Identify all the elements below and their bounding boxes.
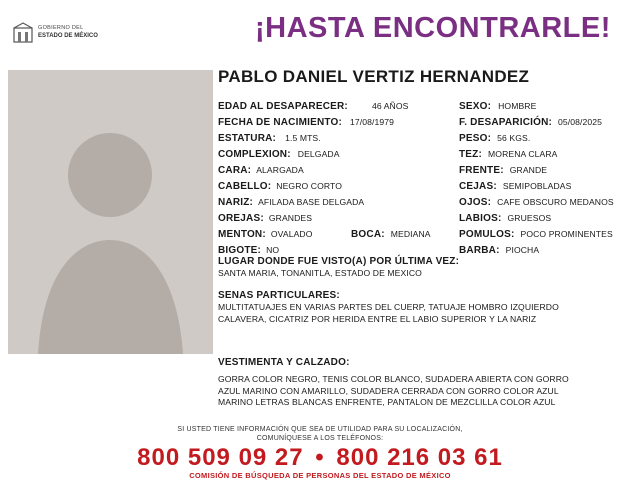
phone-numbers [0,444,640,472]
contact-note [0,425,640,443]
field-value: NO [266,245,280,255]
clothing-title: VESTIMENTA Y CALZADO: [218,357,350,368]
logo-line-1: GOBIERNO DEL [38,25,84,31]
clothing-text [218,374,569,409]
state-seal-icon [12,22,34,44]
headline: ¡HASTA ENCONTRARLE! [255,12,611,44]
field-label: OJOS: [459,197,492,208]
field-value: MORENA CLARA [488,149,558,159]
field-value: GRANDES [268,213,313,223]
field-value: MEDIANA [390,229,431,239]
field-label: BARBA: [459,245,500,256]
field-label: PESO: [459,133,492,144]
clothing-line: GORRA COLOR NEGRO, TENIS COLOR BLANCO, SUDADERA ABIERTA CON GORRO [218,374,569,384]
field-label: TEZ: [459,149,483,160]
field-label: SEXO: [459,101,492,112]
field-label: CABELLO: [218,181,272,192]
field-label: FECHA DE NACIMIENTO: [218,117,342,128]
person-name: PABLO DANIEL VERTIZ HERNANDEZ [218,67,530,86]
logo-line-2: ESTADO DE MÉXICO [38,33,98,39]
field-value: 1.5 MTS. [285,133,321,143]
field-value: PIOCHA [505,245,540,255]
field-value: 46 AÑOS [371,101,409,111]
marks-text [218,302,559,325]
government-logo [12,20,122,48]
field-value: GRANDE [509,165,548,175]
field-value: POCO PROMINENTES [520,229,613,239]
marks-line: MULTITATUAJES EN VARIAS PARTES DEL CUERP, TATUAJE HOMBRO IZQUIERDO [218,302,559,312]
field-value: SEMIPOBLADAS [502,181,572,191]
field-label: POMULOS: [459,229,515,240]
field-label: OREJAS: [218,213,264,224]
field-value: AFILADA BASE DELGADA [258,197,365,207]
contact-note-line: COMUNÍQUESE A LOS TELÉFONOS: [256,435,384,442]
field-label: FRENTE: [459,165,504,176]
person-photo [8,70,213,354]
field-label: BOCA: [351,229,385,240]
field-value: CAFE OBSCURO MEDANOS [497,197,614,207]
contact-note-line: SI USTED TIENE INFORMACIÓN QUE SEA DE UTILIDAD PARA SU LOCALIZACIÓN, [177,426,463,433]
marks-line: CALAVERA, CICATRIZ POR HERIDA ENTRE EL LABIO SUPERIOR Y LA NARIZ [218,313,537,324]
field-label: LABIOS: [459,213,502,224]
field-label: COMPLEXION: [218,149,291,160]
field-value: DELGADA [297,149,340,159]
field-value: 56 KGS. [497,133,531,143]
marks-title: SENAS PARTICULARES: [218,290,340,301]
commission-name: COMISIÓN DE BÚSQUEDA DE PERSONAS DEL ESTADO DE MÉXICO [189,471,451,480]
field-value: 05/08/2025 [558,117,603,127]
field-label: CARA: [218,165,252,176]
field-value: GRUESOS [507,213,552,223]
field-value: ALARGADA [256,165,304,175]
clothing-line: MARINO LETRAS BLANCAS ENFRENTE, PANTALON DE MEZCLILLA COLOR AZUL [218,397,556,407]
field-label: NARIZ: [218,197,254,208]
field-label: EDAD AL DESAPARECER: [218,101,348,112]
field-beard [459,240,539,258]
last-seen-text: SANTA MARIA, TONANITLA, ESTADO DE MEXICO [218,268,422,278]
field-label: MENTON: [218,229,266,240]
field-label: ESTATURA: [218,133,277,144]
field-label: BIGOTE: [218,245,262,256]
field-label: F. DESAPARICIÓN: [459,117,553,128]
field-value: HOMBRE [498,101,537,111]
field-value: 17/08/1979 [350,117,395,127]
field-mouth [351,224,431,242]
phone-number-1[interactable]: 800 509 09 27 [137,444,304,471]
clothing-line: AZUL MARINO CON AMARILLO, SUDADERA CERRADA CON GORRO COLOR AZUL [218,385,559,396]
field-label: CEJAS: [459,181,497,192]
photo-placeholder-icon [8,70,213,354]
last-seen-title: LUGAR DONDE FUE VISTO(A) POR ÚLTIMA VEZ: [218,256,460,267]
phone-separator: • [315,444,325,471]
field-value: OVALADO [270,229,313,239]
field-value: NEGRO CORTO [276,181,342,191]
phone-number-2[interactable]: 800 216 03 61 [336,444,503,471]
